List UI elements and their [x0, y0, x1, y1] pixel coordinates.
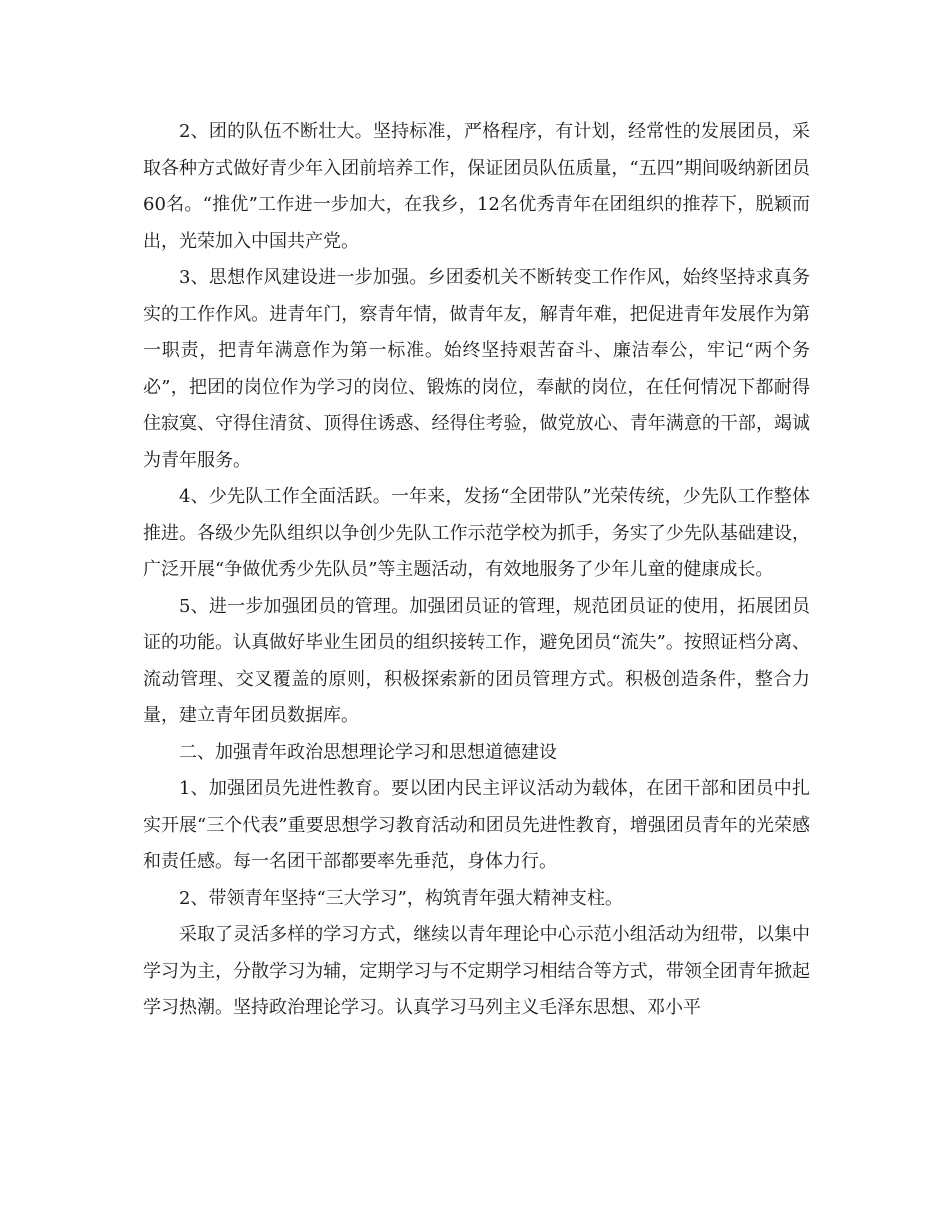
document-body [143, 114, 810, 1027]
paragraph-young-pioneers: 4、少先队工作全面活跃。一年来，发扬“全团带队”光荣传统，少先队工作整体推进。各级少先队组织以争创少先队工作示范学校为抓手，务实了少先队基础建设，广泛开展“争做优秀少先队员”等主题活动，有效地服务了少年儿童的健康成长。 [143, 486, 810, 580]
paragraph-member-management: 5、进一步加强团员的管理。加强团员证的管理，规范团员证的使用，拓展团员证的功能。认真做好毕业生团员的组织接转工作，避免团员“流失”。按照证档分离、流动管理、交叉覆盖的原则，积极探索新的团员管理方式。积极创造条件，整合力量，建立青年团员数据库。 [143, 595, 810, 726]
paragraph-team-growth: 2、团的队伍不断壮大。坚持标准，严格程序，有计划，经常性的发展团员，采取各种方式做好青少年入团前培养工作，保证团员队伍质量，“五四”期间吸纳新团员60名。“推优”工作进一步加大，在我乡，12名优秀青年在团组织的推荐下，脱颖而出，光荣加入中国共产党。 [143, 121, 810, 252]
paragraph-work-style: 3、思想作风建设进一步加强。乡团委机关不断转变工作作风，始终坚持求真务实的工作作风。进青年门，察青年情，做青年友，解青年难，把促进青年发展作为第一职责，把青年满意作为第一标准。始终坚持艰苦奋斗、廉洁奉公，牢记“两个务必”，把团的岗位作为学习的岗位、锻炼的岗位，奉献的岗位，在任何情况下都耐得住寂寞、守得住清贫、顶得住诱惑、经得住考验，做党放心、青年满意的干部，竭诚为青年服务。 [143, 267, 810, 471]
section-heading-political-study: 二、加强青年政治思想理论学习和思想道德建设 [179, 741, 557, 763]
paragraph-study-methods: 采取了灵活多样的学习方式，继续以青年理论中心示范小组活动为纽带，以集中学习为主，分散学习为辅，定期学习与不定期学习相结合等方式，带领全团青年掀起学习热潮。坚持政治理论学习。认真学习马列主义毛泽东思想、邓小平 [143, 924, 810, 1018]
paragraph-three-studies: 2、带领青年坚持“三大学习”，构筑青年强大精神支柱。 [179, 887, 623, 909]
paragraph-advanced-education: 1、加强团员先进性教育。要以团内民主评议活动为载体，在团干部和团员中扎实开展“三个代表”重要思想学习教育活动和团员先进性教育，增强团员青年的光荣感和责任感。每一名团干部都要率先垂范，身体力行。 [143, 778, 810, 872]
